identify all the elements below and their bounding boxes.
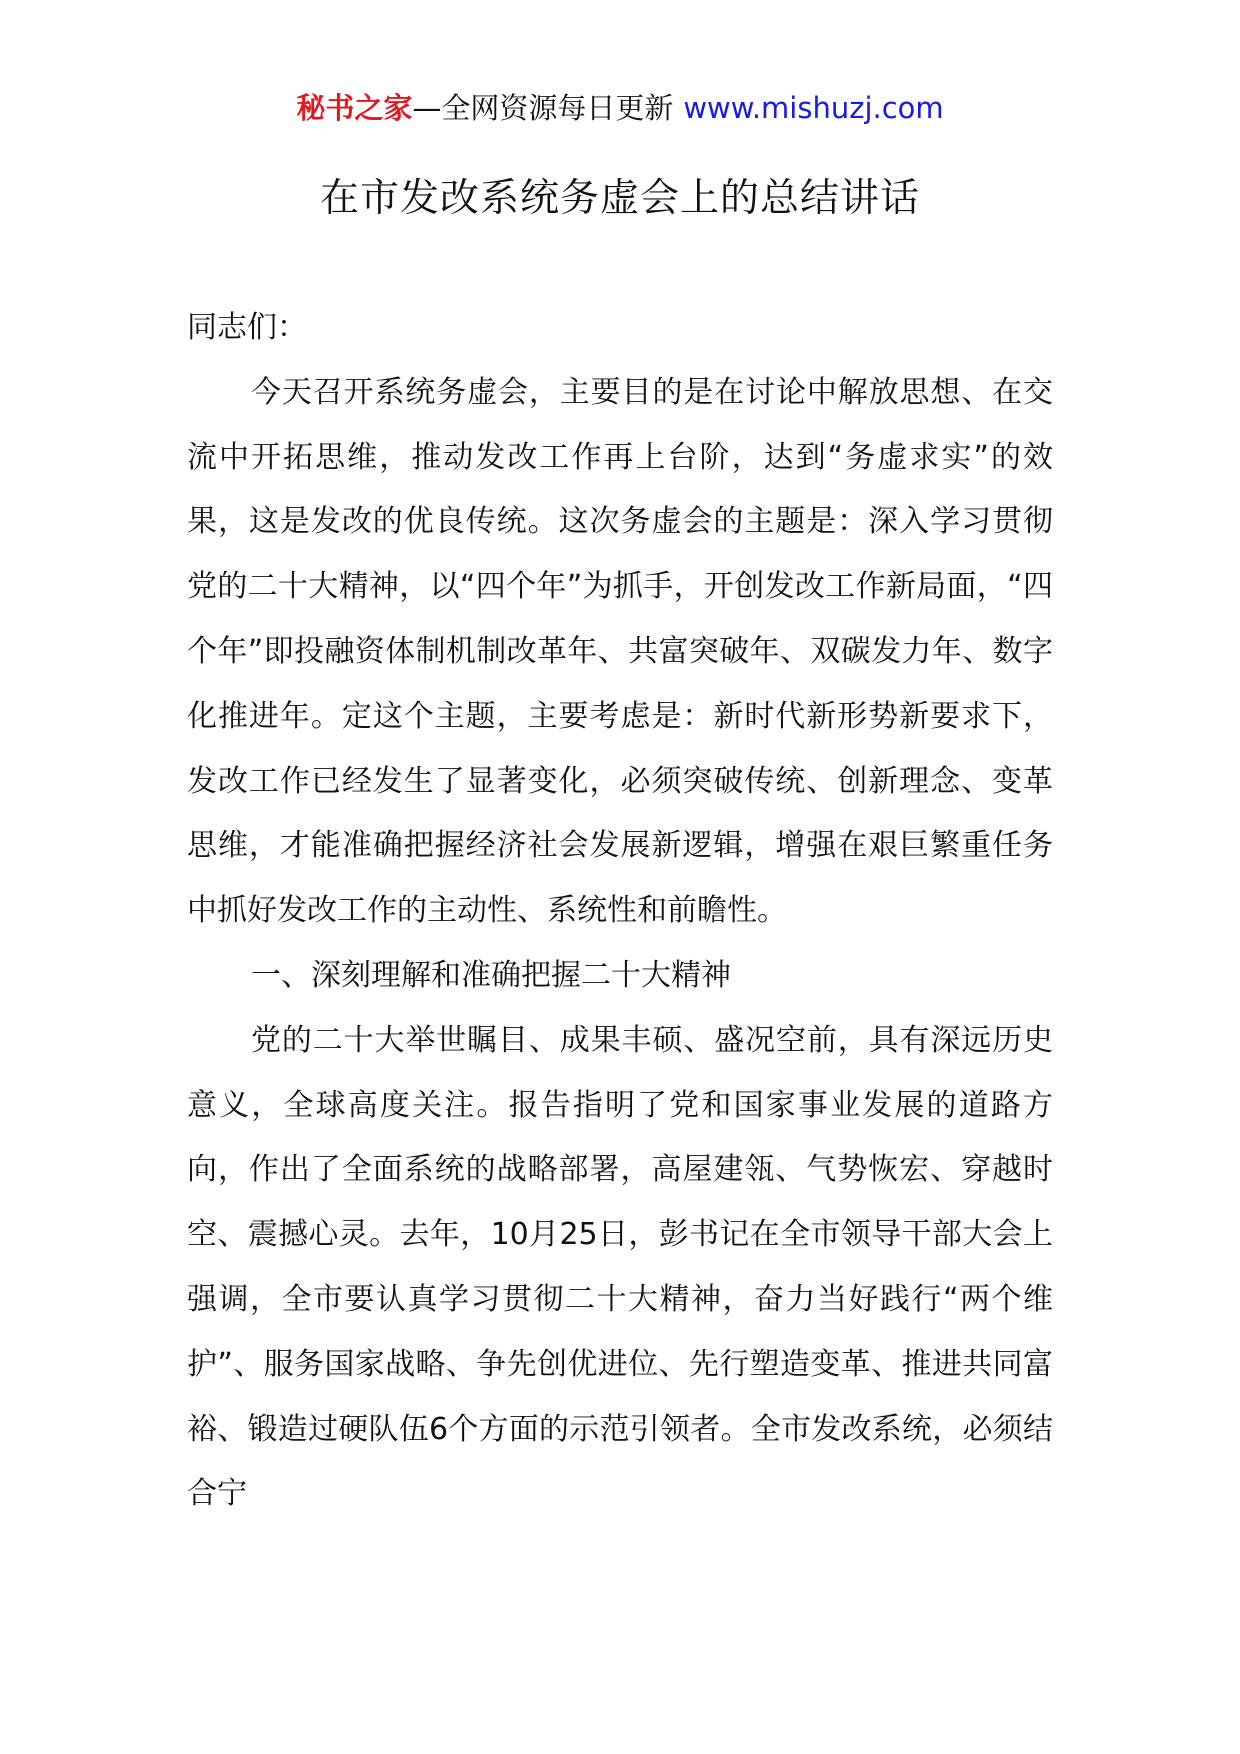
site-header [0,88,1240,128]
paragraph-section-1: 党的二十大举世瞩目、成果丰硕、盛况空前，具有深远历史意义，全球高度关注。报告指明了党和国家事业发展的道路方向，作出了全面系统的战略部署，高屋建瓴、气势恢宏、穿越时空、震撼心灵。去年，10月25日，彭书记在全市领导干部大会上强调，全市要认真学习贯彻二十大精神，奋力当好践行“两个维护”、服务国家战略、争先创优进位、先行塑造变革、推进共同富裕、锻造过硬队伍6个方面的示范引领者。全市发改系统，必须结合宁 [187,1022,1053,1512]
site-tagline: —全网资源每日更新 [412,91,674,125]
section-heading-1: 一、深刻理解和准确把握二十大精神 [251,957,731,993]
salutation: 同志们： [187,310,307,345]
document-title: 在市发改系统务虚会上的总结讲话 [319,176,920,221]
paragraph-intro: 今天召开系统务虚会，主要目的是在讨论中解放思想、在交流中开拓思维，推动发改工作再上台阶，达到“务虚求实”的效果，这是发改的优良传统。这次务虚会的主题是：深入学习贯彻党的二十大精神，以“四个年”为抓手，开创发改工作新局面，“四个年”即投融资体制机制改革年、共富突破年、双碳发力年、数字化推进年。定这个主题，主要考虑是：新时代新形势新要求下，发改工作已经发生了显著变化，必须突破传统、创新理念、变革思维，才能准确把握经济社会发展新逻辑，增强在艰巨繁重任务中抓好发改工作的主动性、系统性和前瞻性。 [187,374,1053,929]
site-url[interactable]: www.mishuzj.com [683,91,944,125]
document-body [187,296,1053,1527]
site-brand: 秘书之家 [296,91,413,125]
